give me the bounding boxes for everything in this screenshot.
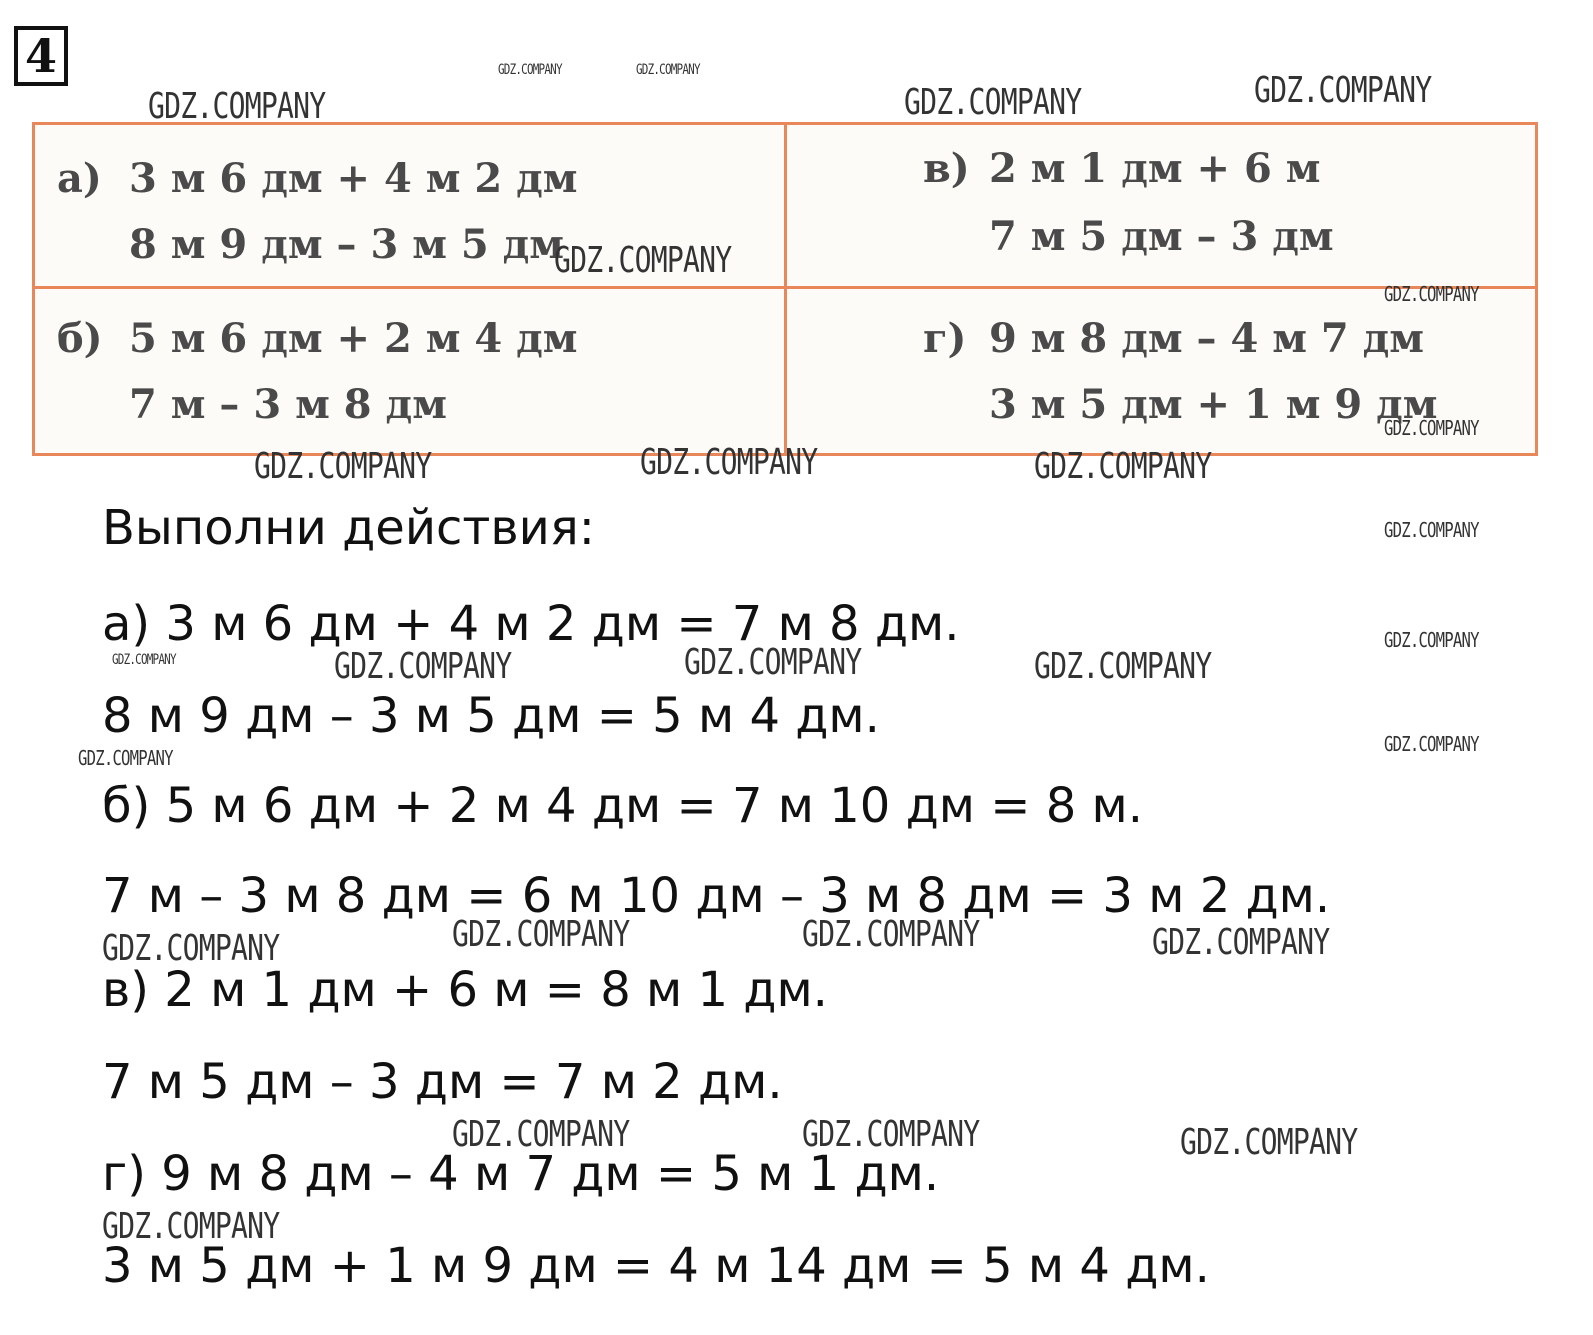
watermark: GDZ.COMPANY — [1384, 732, 1479, 756]
watermark: GDZ.COMPANY — [1180, 1122, 1358, 1163]
watermark: GDZ.COMPANY — [102, 928, 280, 969]
watermark: GDZ.COMPANY — [334, 646, 512, 687]
watermark: GDZ.COMPANY — [640, 442, 818, 483]
task-letter: б) — [57, 315, 103, 362]
solution-line: г) 9 м 8 дм – 4 м 7 дм = 5 м 1 дм. — [102, 1146, 940, 1202]
solution-line: в) 2 м 1 дм + 6 м = 8 м 1 дм. — [102, 962, 828, 1018]
watermark: GDZ.COMPANY — [802, 914, 980, 955]
watermark: GDZ.COMPANY — [78, 746, 173, 770]
solution-line: 8 м 9 дм – 3 м 5 дм = 5 м 4 дм. — [102, 688, 880, 744]
watermark: GDZ.COMPANY — [1384, 628, 1479, 652]
task-expression: 5 м 6 дм + 2 м 4 дм — [129, 315, 578, 362]
task-expression: 2 м 1 дм + 6 м — [989, 145, 1321, 192]
task-expression: 9 м 8 дм – 4 м 7 дм — [989, 315, 1425, 362]
watermark: GDZ.COMPANY — [1384, 282, 1479, 306]
task-expression: 7 м 5 дм – 3 дм — [989, 213, 1334, 260]
watermark: GDZ.COMPANY — [254, 446, 432, 487]
task-table — [32, 122, 1538, 456]
solution-line: 7 м – 3 м 8 дм = 6 м 10 дм – 3 м 8 дм = 3 м 2 дм. — [102, 868, 1331, 924]
solution-line: 3 м 5 дм + 1 м 9 дм = 4 м 14 дм = 5 м 4 дм. — [102, 1238, 1210, 1294]
task-cell-b — [35, 289, 787, 453]
task-number: 4 — [14, 26, 68, 86]
watermark: GDZ.COMPANY — [102, 1206, 280, 1247]
task-expression: 3 м 5 дм + 1 м 9 дм — [989, 381, 1438, 428]
watermark: GDZ.COMPANY — [1254, 70, 1432, 111]
watermark: GDZ.COMPANY — [498, 62, 562, 78]
watermark: GDZ.COMPANY — [148, 86, 326, 127]
solution-line: а) 3 м 6 дм + 4 м 2 дм = 7 м 8 дм. — [102, 596, 960, 652]
task-expression: 7 м – 3 м 8 дм — [129, 381, 447, 428]
task-expression: 3 м 6 дм + 4 м 2 дм — [129, 155, 578, 202]
watermark: GDZ.COMPANY — [112, 652, 176, 668]
task-cell-v — [787, 125, 1535, 289]
watermark: GDZ.COMPANY — [1034, 446, 1212, 487]
watermark: GDZ.COMPANY — [1384, 416, 1479, 440]
solution-line: б) 5 м 6 дм + 2 м 4 дм = 7 м 10 дм = 8 м. — [102, 778, 1143, 834]
watermark: GDZ.COMPANY — [802, 1114, 980, 1155]
watermark: GDZ.COMPANY — [452, 914, 630, 955]
watermark: GDZ.COMPANY — [1152, 922, 1330, 963]
watermark: GDZ.COMPANY — [1034, 646, 1212, 687]
watermark: GDZ.COMPANY — [1384, 518, 1479, 542]
task-letter: г) — [923, 315, 967, 362]
task-letter: а) — [57, 155, 102, 202]
watermark: GDZ.COMPANY — [904, 82, 1082, 123]
watermark: GDZ.COMPANY — [636, 62, 700, 78]
task-letter: в) — [923, 145, 970, 192]
solution-line: 7 м 5 дм – 3 дм = 7 м 2 дм. — [102, 1054, 783, 1110]
task-expression: 8 м 9 дм – 3 м 5 дм — [129, 221, 565, 268]
watermark: GDZ.COMPANY — [684, 642, 862, 683]
solution-title: Выполни действия: — [102, 500, 595, 556]
watermark: GDZ.COMPANY — [554, 240, 732, 281]
watermark: GDZ.COMPANY — [452, 1114, 630, 1155]
